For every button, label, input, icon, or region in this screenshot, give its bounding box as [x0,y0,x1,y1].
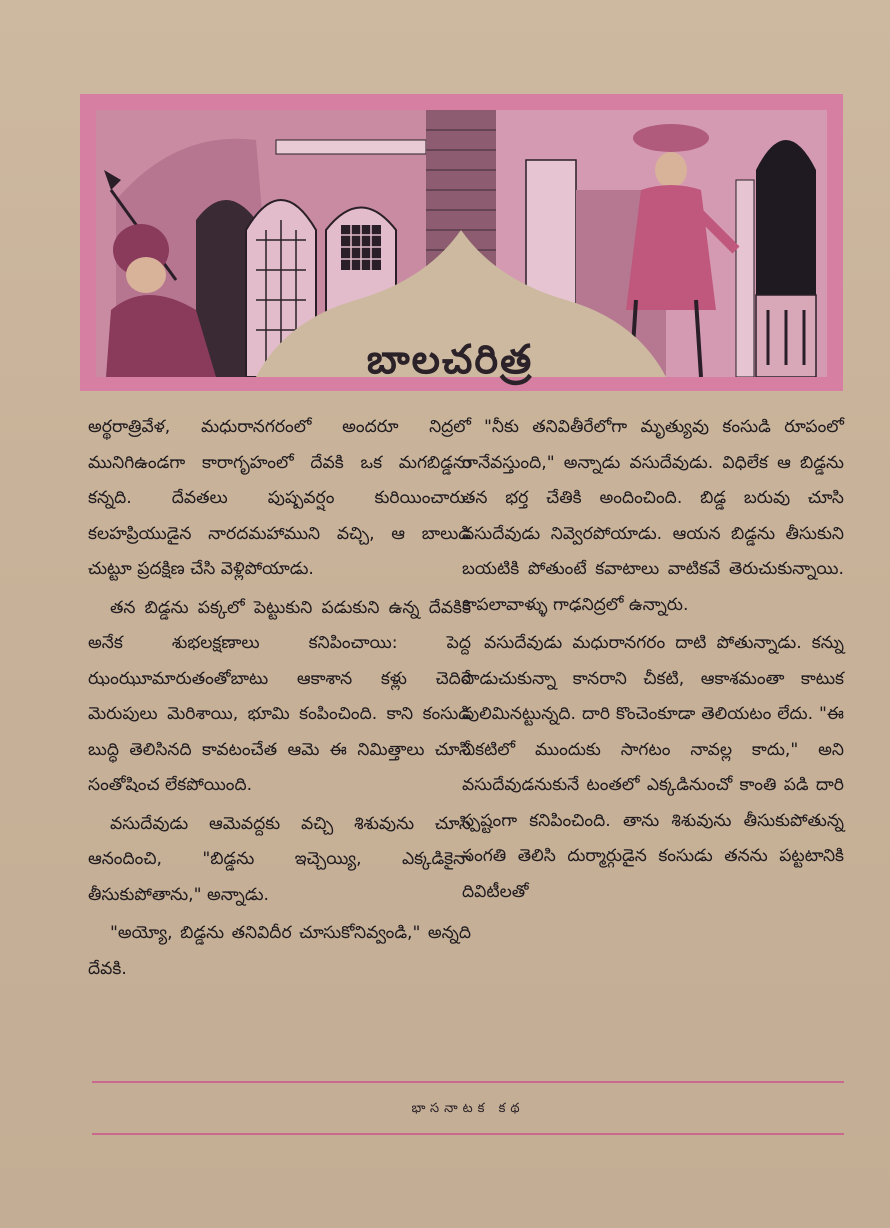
footer-divider-top [92,1081,844,1083]
paragraph: తన బిడ్డను పక్కలో పెట్టుకుని పడుకుని ఉన్న దేవకికి అనేక శుభలక్షణాలు కనిపించాయి: పెద్ద ఝంఝూమారుతంతోబాటు ఆకాశాన కళ్లు చెదిరే మెరుపులు మెరిశాయి, భూమి కంపించింది. కాని కంసుడి బుద్ధి తెలిసినది కావటంచేత ఆమె ఈ నిమిత్తాలు చూసి సంతోషించ లేకపోయింది. [88,597,471,795]
right-text-column [462,410,844,913]
paragraph: "నీకు తనివితీరేలోగా మృత్యువు కంసుడి రూపంలో రానేవస్తుంది," అన్నాడు వసుదేవుడు. విధిలేక ఆ బిడ్డను తన భర్త చేతికి అందించింది. బిడ్డ బరువు చూసి వసుదేవుడు నివ్వెరపోయాడు. ఆయన బిడ్డను తీసుకుని బయటికి పోతుంటే కవాటాలు వాటికవే తెరుచుకున్నాయి. కాపలావాళ్ళు గాఢనిద్రలో ఉన్నారు. [462,417,844,615]
paragraph: అర్థరాత్రివేళ, మధురానగరంలో అందరూ నిద్రలో మునిగిఉండగా కారాగృహంలో దేవకి ఒక మగబిడ్డను కన్నది. దేవతలు పుష్పవర్షం కురియించారు. కలహప్రియుడైన నారదమహాముని వచ్చి, ఆ బాలుడి చుట్టూ ప్రదక్షిణ చేసి వెళ్లిపోయాడు. [88,417,471,579]
story-title: బాలచరిత్ర [366,336,534,383]
left-text-column [88,410,471,990]
paragraph: వసుదేవుడు మధురానగరం దాటి పోతున్నాడు. కన్ను పొడుచుకున్నా కానరాని చీకటి, ఆకాశమంతా కాటుక పులిమినట్టున్నది. దారి కొంచెంకూడా తెలియటం లేదు. "ఈ చీకటిలో ముందుకు సాగటం నావల్ల కాదు," అని వసుదేవుడనుకునే టంతలో ఎక్కడినుంచో కాంతి పడి దారి స్పష్టంగా కనిపించింది. తాను శిశువును తీసుకుపోతున్న సంగతి తెలిసి దుర్మార్గుడైన కంసుడు తనను పట్టటానికి దివిటీలతో [462,633,844,902]
footer-caption: భాసనాటక కథ [411,1101,525,1116]
paragraph: వసుదేవుడు ఆమెవద్దకు వచ్చి శిశువును చూసి ఆనందించి, "బిడ్డను ఇచ్చెయ్యి, ఎక్కడికైనా తీసుకుపోతాను," అన్నాడు. [88,813,471,905]
paragraph: "అయ్యో, బిడ్డను తనివిదీర చూసుకోనివ్వండి," అన్నది దేవకి. [88,923,471,979]
footer-divider-bottom [92,1133,844,1135]
